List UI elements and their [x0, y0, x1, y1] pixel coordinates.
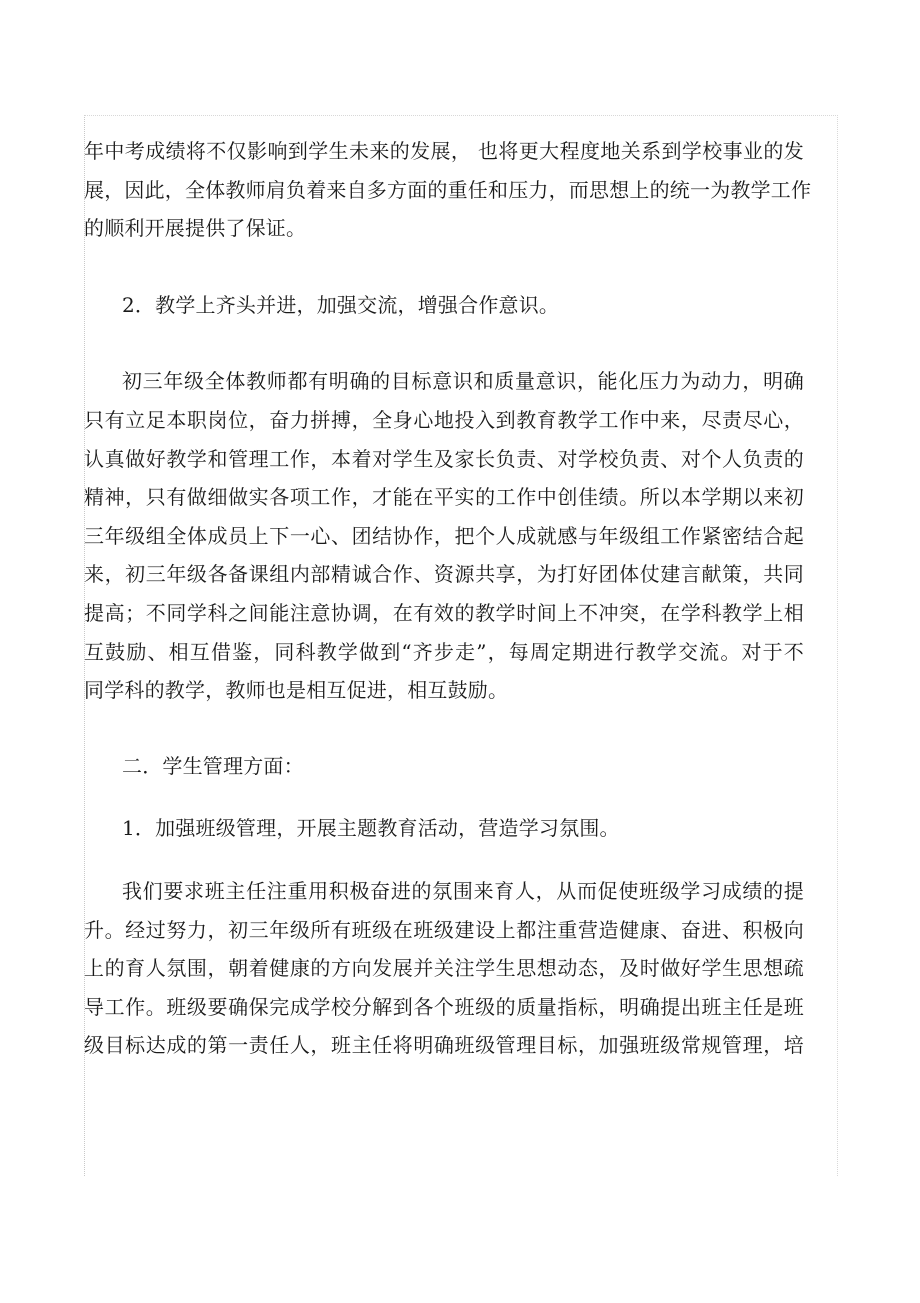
text-line: 同学科的教学，教师也是相互促进，相互鼓励。 [84, 678, 509, 703]
text-line: 三年级组全体成员上下一心、团结协作，把个人成就感与年级组工作紧密结合起 [84, 523, 804, 548]
text-line: 初三年级全体教师都有明确的目标意识和质量意识，能化压力为动力，明确 [122, 369, 804, 394]
text-line: 导工作。班级要确保完成学校分解到各个班级的质量指标，明确提出班主任是班 [84, 994, 804, 1019]
text-line: 级目标达成的第一责任人，班主任将明确班级管理目标，加强班级常规管理，培 [84, 1033, 804, 1058]
text-line: 2．教学上齐头并进，加强交流，增强合作意识。 [122, 292, 560, 317]
text-line: 只有立足本职岗位，奋力拼搏，全身心地投入到教育教学工作中来，尽责尽心， [84, 407, 804, 432]
document-body [84, 132, 812, 1065]
text-line: 二．学生管理方面： [122, 753, 304, 778]
heading-class-management [84, 809, 804, 848]
text-line: 来，初三年级各备课组内部精诚合作、资源共享，为打好团体仗建言献策，共同 [84, 562, 804, 587]
text-line: 年中考成绩将不仅影响到学生未来的发展， 也将更大程度地关系到学校事业的发 [84, 139, 804, 163]
text-line: 精神，只有做细做实各项工作，才能在平实的工作中创佳绩。所以本学期以来初 [84, 485, 804, 510]
text-line: 上的育人氛围，朝着健康的方向发展并关注学生思想动态，及时做好学生思想疏 [84, 956, 804, 981]
paragraph-class-atmosphere [84, 872, 804, 1065]
text-line: 互鼓励、相互借鉴，同科教学做到“齐步走”，每周定期进行教学交流。对于不 [84, 639, 804, 664]
text-line: 1．加强班级管理，开展主题教育活动，营造学习氛围。 [122, 816, 620, 841]
text-line: 认真做好教学和管理工作，本着对学生及家长负责、对学校负责、对个人负责的 [84, 446, 804, 471]
text-line: 提高；不同学科之间能注意协调，在有效的教学时间上不冲突，在学科教学上相 [84, 600, 804, 625]
text-line: 升。经过努力，初三年级所有班级在班级建设上都注重营造健康、奋进、积极向 [84, 917, 804, 942]
heading-student-management [84, 747, 804, 786]
heading-teaching-cooperation [84, 286, 804, 325]
text-line: 展，因此，全体教师肩负着来自多方面的重任和压力，而思想上的统一为教学工作 [84, 177, 812, 202]
paragraph-exam-pressure [84, 132, 812, 248]
text-line: 的顺利开展提供了保证。 [84, 216, 307, 241]
text-line: 我们要求班主任注重用积极奋进的氛围来育人，从而促使班级学习成绩的提 [122, 878, 804, 903]
paragraph-teacher-awareness [84, 362, 804, 709]
